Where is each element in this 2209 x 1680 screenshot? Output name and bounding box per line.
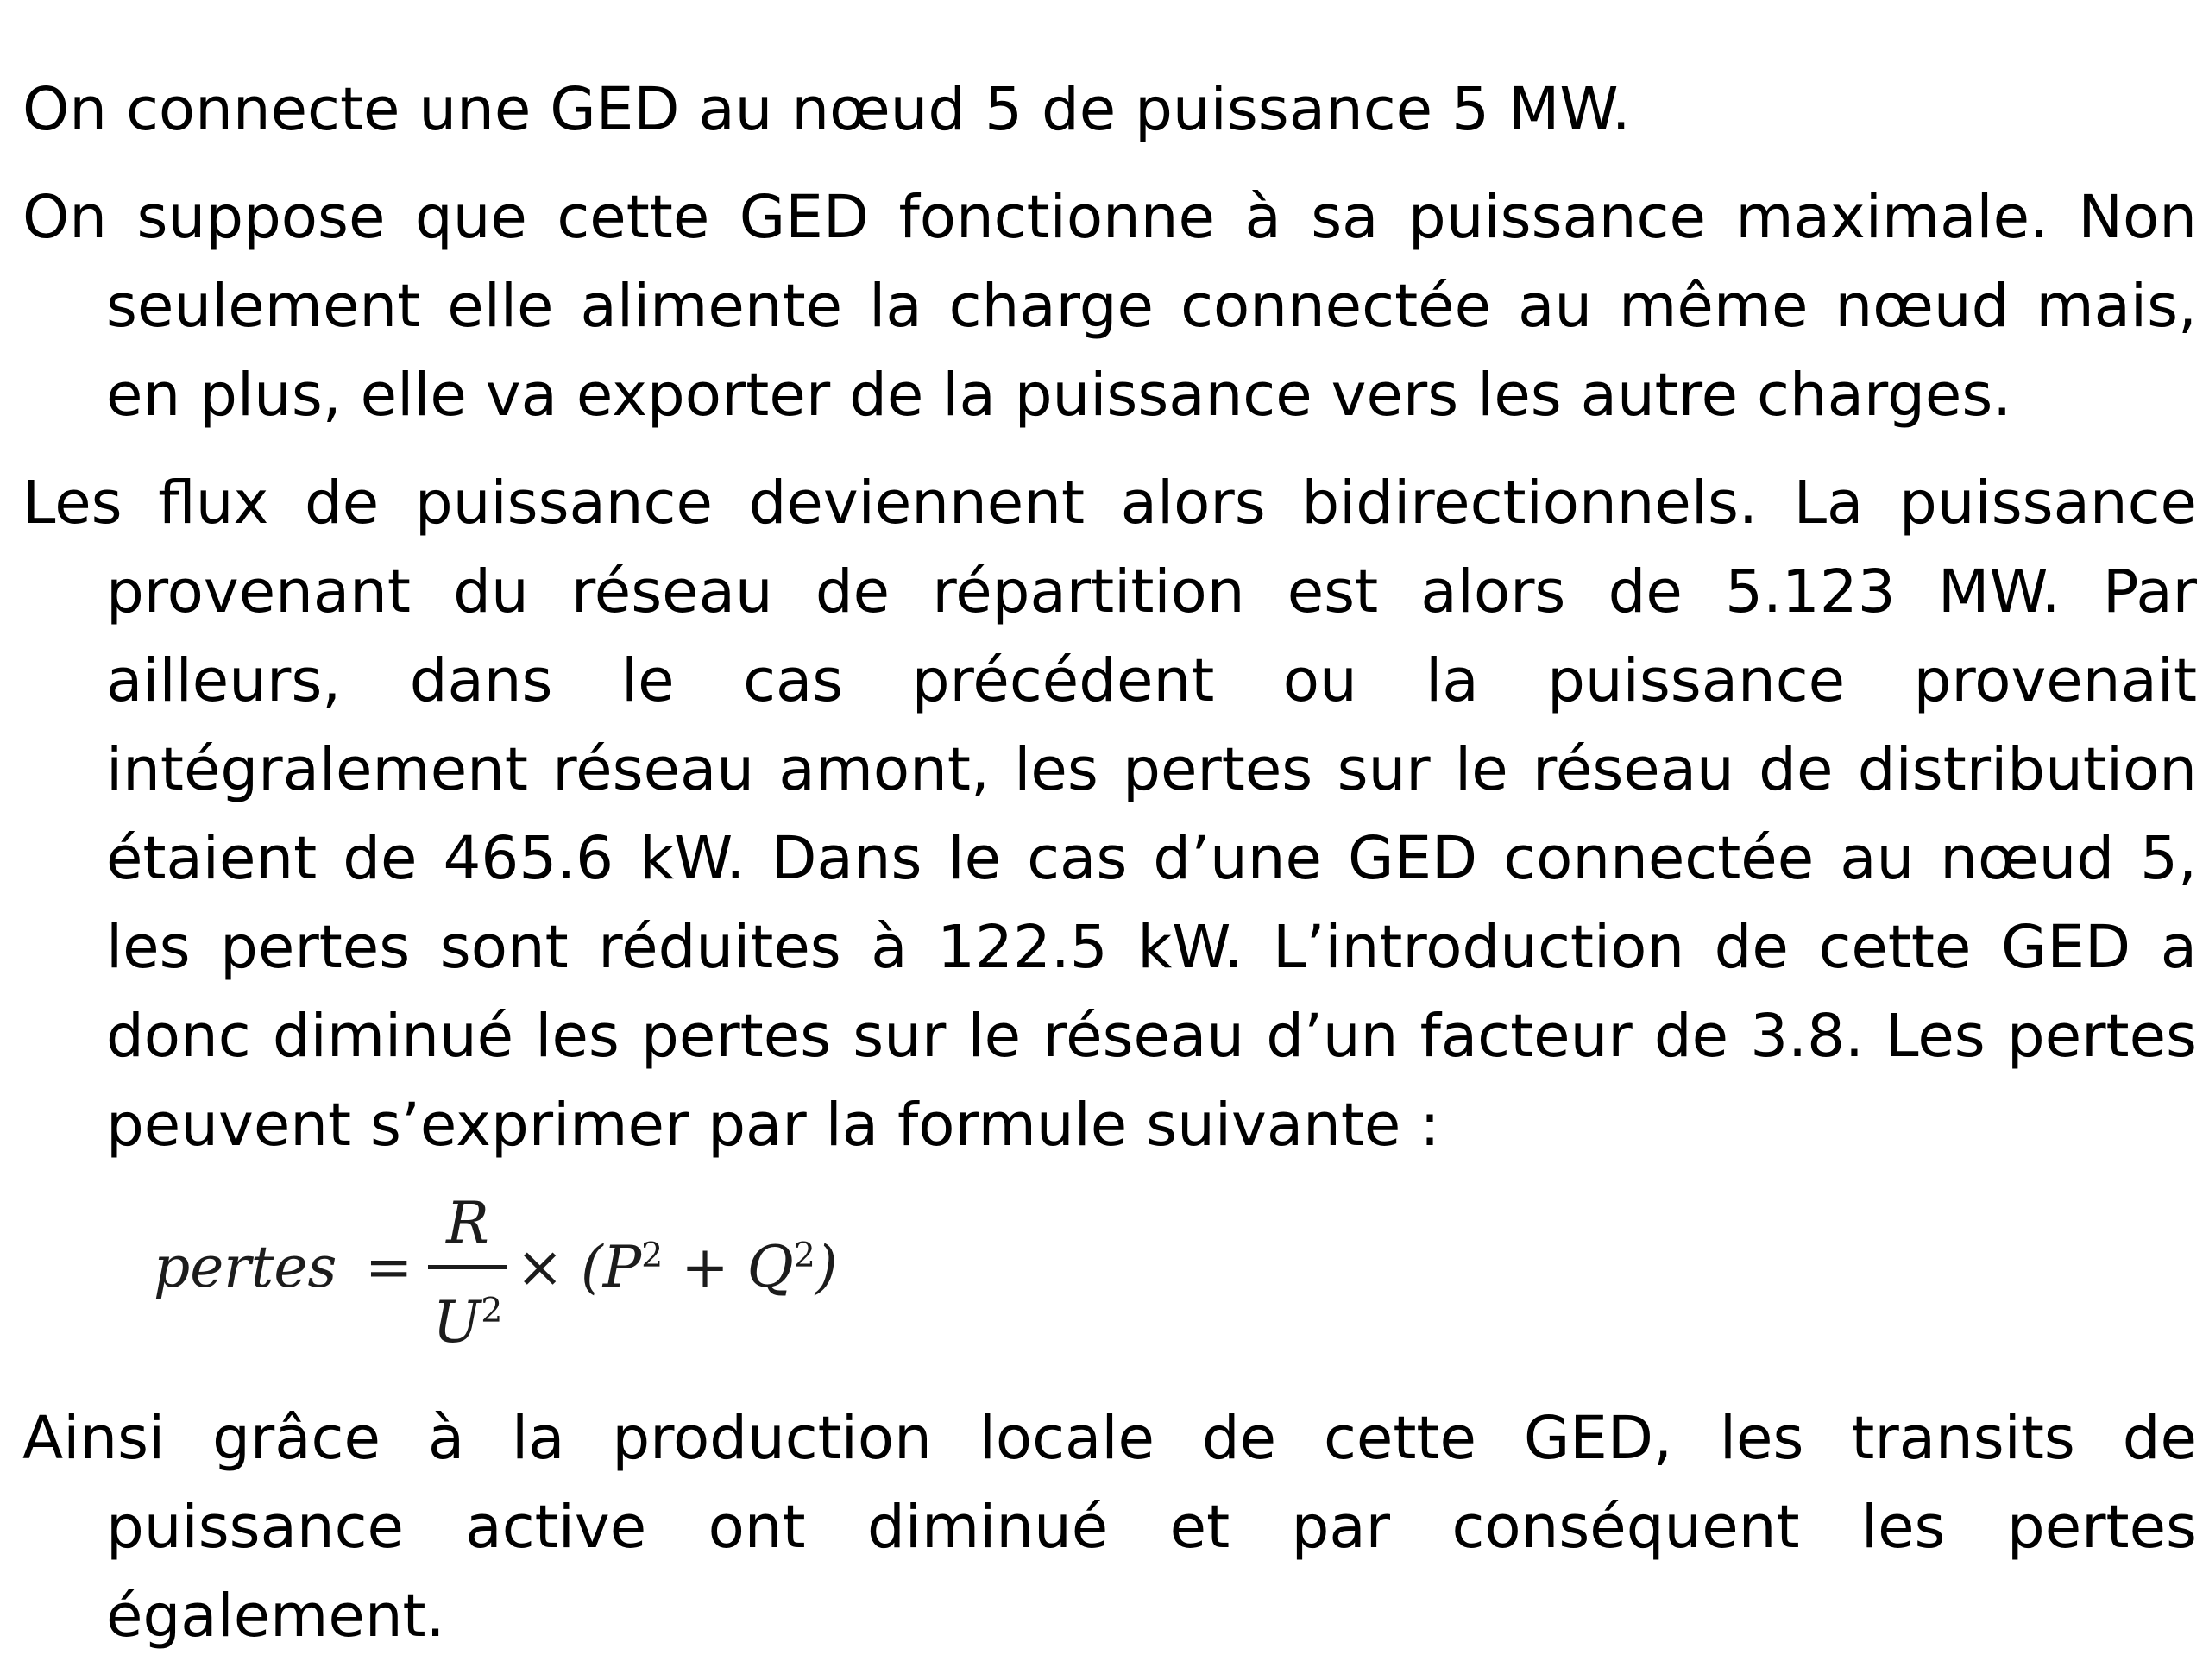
open-paren: (	[581, 1234, 603, 1300]
paragraph-conclusion: Ainsi grâce à la production locale de cette GED, les transits de puissance active ont diminué et par conséquent les pertes également.	[22, 1404, 2197, 1651]
q-exponent: 2	[793, 1236, 815, 1275]
close-paren: )	[815, 1234, 838, 1300]
losses-formula	[154, 1189, 2197, 1362]
document-page	[22, 66, 2197, 1680]
formula-lhs: pertes	[154, 1234, 337, 1300]
denominator-base: U	[432, 1289, 481, 1356]
formula-equals: =	[365, 1234, 413, 1300]
denominator-exponent: 2	[481, 1291, 503, 1331]
plus-sign: +	[663, 1234, 747, 1300]
fraction-bar	[428, 1265, 507, 1269]
formula-denominator	[428, 1276, 507, 1356]
formula-rhs	[581, 1234, 838, 1300]
formula-fraction	[428, 1189, 507, 1356]
paragraph-max-power: On suppose que cette GED fonctionne à sa puissance maximale. Non seulement elle alimente la charge connectée au même nœud mais, en plus, elle va exporter de la puissance vers les autre charges.	[22, 183, 2197, 430]
paragraph-ged-connection: On connecte une GED au nœud 5 de puissance 5 MW.	[22, 75, 1631, 144]
p-exponent: 2	[641, 1236, 664, 1275]
formula-times: ×	[516, 1234, 564, 1300]
paragraph-power-flows: Les flux de puissance deviennent alors bidirectionnels. La puissance provenant du réseau de répartition est alors de 5.123 MW. Par ailleurs, dans le cas précédent ou la puissance provenait intégralement réseau amont, les pertes sur le réseau de distribution étaient de 465.6 kW. Dans le cas d’une GED connectée au nœud 5, les pertes sont réduites à 122.5 kW. L’introduction de cette GED a donc diminué les pertes sur le réseau d’un facteur de 3.8. Les pertes peuvent s’exprimer par la formule suivante :	[22, 469, 2197, 1160]
q-base: Q	[746, 1234, 794, 1300]
formula-numerator: R	[446, 1190, 489, 1256]
p-base: P	[602, 1234, 642, 1300]
